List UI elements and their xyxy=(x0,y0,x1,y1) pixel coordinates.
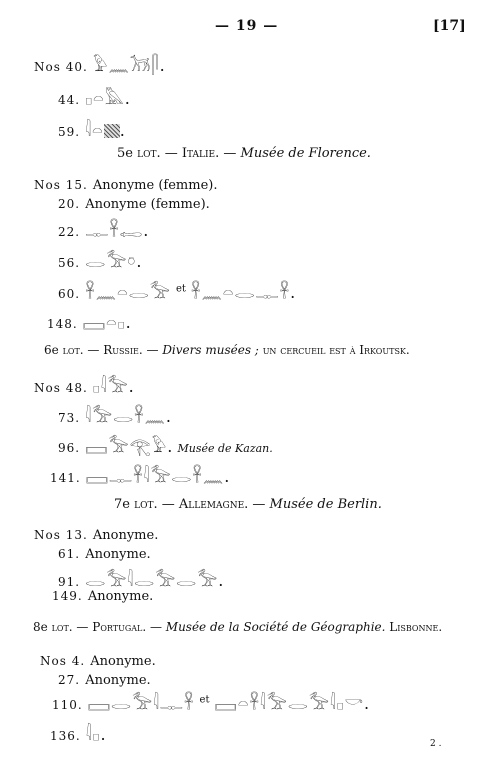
entry-number: 148. xyxy=(47,317,78,331)
lot-location: Lisbonne. xyxy=(389,620,443,634)
lot-country: Allemagne. xyxy=(178,497,249,512)
entry-tail: . xyxy=(159,56,165,75)
page-number: — 19 — xyxy=(215,18,279,34)
damaged-glyph-area xyxy=(104,124,120,138)
entry-number: 56. xyxy=(58,256,81,270)
entry-tail: . xyxy=(224,467,230,486)
lot-word: lot. xyxy=(62,343,84,357)
entry-number: 110. xyxy=(52,698,83,712)
lot-heading: 6e lot. — Russie. — Divers musées ; un cercueil est à Irkoutsk. xyxy=(44,343,410,357)
entry-text: Anonyme. xyxy=(90,654,156,669)
hieroglyph-name: 𓊃𓋹𓉻 xyxy=(85,221,144,241)
list-item xyxy=(50,717,106,746)
entry-number: 136. xyxy=(50,729,81,743)
lot-number: 5e xyxy=(117,146,133,161)
list-item xyxy=(34,369,134,398)
hieroglyph-name: 𓋹𓈖𓏏𓂋𓅡 xyxy=(85,283,171,303)
entry-tail: . xyxy=(290,283,296,302)
hieroglyph-name: 𓅱𓈖𓃡𓋴 xyxy=(92,56,160,76)
hieroglyph-name-alt: 𓈙𓏏𓋹𓇋𓅡𓂋𓅡𓇋𓊪𓎡 xyxy=(214,694,364,714)
entry-number: Nos 4. xyxy=(40,654,86,668)
list-item xyxy=(58,213,148,242)
list-item xyxy=(58,399,171,428)
lot-word: lot. xyxy=(137,146,161,161)
hieroglyph-name: 𓈙𓂋𓅡𓇋𓊃𓋹 xyxy=(87,694,195,714)
entry-tail: . xyxy=(165,407,171,426)
entry-number: 22. xyxy=(58,225,81,239)
entry-tail: . xyxy=(143,221,149,240)
list-item xyxy=(52,585,153,604)
entry-number: 141. xyxy=(50,471,81,485)
lot-heading: 7e lot. — Allemagne. — Musée de Berlin. xyxy=(114,497,382,512)
lot-heading: 5e lot. — Italie. — Musée de Florence. xyxy=(117,146,371,161)
entry-text: Anonyme (femme). xyxy=(92,178,218,193)
lot-number: 7e xyxy=(114,497,130,512)
list-item xyxy=(58,193,210,212)
entry-number: 59. xyxy=(58,125,81,139)
list-item xyxy=(58,429,273,458)
page-reference: [17] xyxy=(433,18,466,34)
entry-text: Anonyme. xyxy=(85,673,151,688)
list-item xyxy=(58,543,151,562)
entry-number: 73. xyxy=(58,411,81,425)
hieroglyph-name-alt: 𓋹𓈖𓏏𓂋𓊃𓋹 xyxy=(190,283,291,303)
entry-number: 60. xyxy=(58,287,81,301)
entry-text: Anonyme (femme). xyxy=(85,197,210,212)
list-item xyxy=(52,686,369,715)
list-item xyxy=(58,244,141,273)
list-item xyxy=(58,275,295,304)
entry-number: Nos 48. xyxy=(34,381,88,395)
entry-number: 96. xyxy=(58,441,81,455)
lot-word: lot. xyxy=(134,497,158,512)
entry-number: 61. xyxy=(58,547,81,561)
entry-number: 91. xyxy=(58,575,81,589)
lot-museum: Musée de Berlin. xyxy=(269,497,382,512)
hieroglyph-name: 𓇋𓊪 xyxy=(85,725,101,745)
entry-tail: . xyxy=(218,571,224,590)
lot-word: lot. xyxy=(51,620,73,634)
list-item xyxy=(58,81,130,110)
entry-number: Nos 15. xyxy=(34,178,88,192)
lot-country: Italie. xyxy=(181,146,220,161)
entry-tail: . xyxy=(167,437,173,456)
hieroglyph-name: 𓊪𓇋𓅡 xyxy=(92,377,129,397)
footer-signature: 2 . xyxy=(430,739,442,749)
hieroglyph-name: 𓂋𓅡𓏌 xyxy=(85,252,137,272)
entry-tail: . xyxy=(119,121,125,140)
conjunction-et: et xyxy=(175,283,186,295)
conjunction-et: et xyxy=(199,694,210,706)
hieroglyph-name: 𓈙𓅡𓂀𓅱 xyxy=(85,437,168,457)
entry-number: 149. xyxy=(52,589,83,603)
list-item xyxy=(34,174,217,193)
lot-number: 8e xyxy=(33,620,48,634)
entry-number: Nos 13. xyxy=(34,528,88,542)
entry-note: Musée de Kazan. xyxy=(177,442,273,455)
list-item xyxy=(58,113,125,142)
entry-number: 44. xyxy=(58,93,81,107)
lot-location: un cercueil est à Irkoutsk. xyxy=(262,343,410,357)
entry-tail: . xyxy=(125,313,131,332)
entry-number: 27. xyxy=(58,673,81,687)
hieroglyph-name: 𓇋𓅡𓂋𓋹𓈖 xyxy=(85,407,166,427)
lot-country: Russie. xyxy=(103,343,143,357)
list-item xyxy=(50,459,229,488)
entry-text: Anonyme. xyxy=(85,547,151,562)
hieroglyph-name: 𓇋𓏏 xyxy=(85,121,104,141)
hieroglyph-name: 𓊪𓏏𓅓 xyxy=(85,89,125,109)
lot-number: 6e xyxy=(44,343,59,357)
entry-tail: . xyxy=(136,252,142,271)
entry-text: Anonyme. xyxy=(92,528,159,543)
hieroglyph-name: 𓂋𓅡𓇋𓂋𓅡𓂋𓅡 xyxy=(85,571,219,591)
entry-tail: . xyxy=(128,377,134,396)
hieroglyph-name: 𓈙𓏏𓊪 xyxy=(82,313,126,333)
lot-museum: Divers musées ; xyxy=(162,343,259,357)
list-item xyxy=(34,524,158,543)
list-item xyxy=(34,48,165,77)
entry-text: Anonyme. xyxy=(87,589,154,604)
lot-country: Portugal. xyxy=(92,620,147,634)
lot-museum: Musée de Florence. xyxy=(240,146,371,161)
hieroglyph-name: 𓈙𓊃𓋹𓇋𓅡𓂋𓋹𓈖 xyxy=(85,467,225,487)
entry-number: Nos 40. xyxy=(34,60,88,74)
lot-museum: Musée de la Société de Géographie. xyxy=(165,620,386,634)
entry-tail: . xyxy=(100,725,106,744)
entry-number: 20. xyxy=(58,197,81,211)
list-item xyxy=(47,305,131,334)
list-item xyxy=(40,650,156,669)
entry-tail: . xyxy=(363,694,370,713)
entry-tail: . xyxy=(124,89,130,108)
lot-heading: 8e lot. — Portugal. — Musée de la Société de Géographie. Lisbonne. xyxy=(33,620,443,634)
